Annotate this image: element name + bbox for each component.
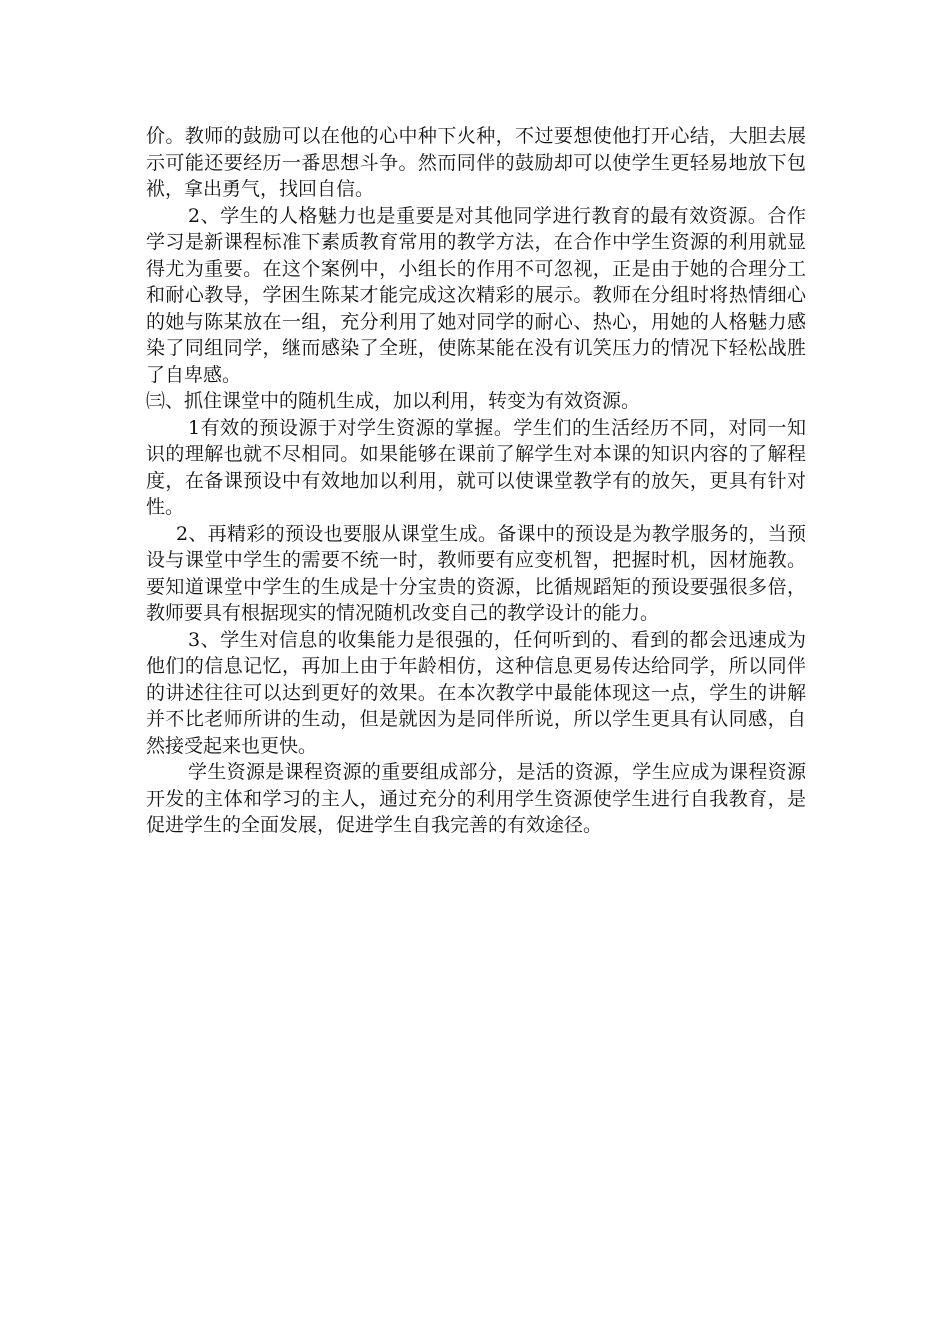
paragraph-conclusion: 学生资源是课程资源的重要组成部分，是活的资源，学生应成为课程资源开发的主体和学习的主人，通过充分的利用学生资源使学生进行自我教育，是促进学生的全面发展，促进学生自我完善的有效途径。: [146, 761, 806, 836]
document-body: [146, 123, 806, 839]
paragraph-point-2: 2、学生的人格魅力也是重要是对其他同学进行教育的最有效资源。合作学习是新课程标准下素质教育常用的教学方法，在合作中学生资源的利用就显得尤为重要。在这个案例中，小组长的作用不可忽视，正是由于她的合理分工和耐心教导，学困生陈某才能完成这次精彩的展示。教师在分组时将热情细心的她与陈某放在一组，充分利用了她对同学的耐心、热心，用她的人格魅力感染了同组同学，继而感染了全班，使陈某能在没有讥笑压力的情况下轻松战胜了自卑感。: [146, 204, 806, 386]
paragraph-point-1: 1有效的预设源于对学生资源的掌握。学生们的生活经历不同，对同一知识的理解也就不尽相同。如果能够在课前了解学生对本课的知识内容的了解程度，在备课预设中有效地加以利用，就可以使课堂教学有的放矢，更具有针对性。: [146, 416, 806, 518]
section-heading-3: ㈢、抓住课堂中的随机生成，加以利用，转变为有效资源。: [146, 390, 641, 412]
paragraph-point-2b: 2、再精彩的预设也要服从课堂生成。备课中的预设是为教学服务的，当预设与课堂中学生的需要不统一时，教师要有应变机智，把握时机，因材施教。要知道课堂中学生的生成是十分宝贵的资源，比循规蹈矩的预设要强很多倍，教师要具有根据现实的情况随机改变自己的教学设计的能力。: [146, 522, 806, 624]
paragraph-point-3: 3、学生对信息的收集能力是很强的，任何听到的、看到的都会迅速成为他们的信息记忆，再加上由于年龄相仿，这种信息更易传达给同学，所以同伴的讲述往往可以达到更好的效果。在本次教学中最能体现这一点，学生的讲解并不比老师所讲的生动，但是就因为是同伴所说，所以学生更具有认同感，自然接受起来也更快。: [146, 628, 806, 757]
paragraph-continuation: 价。教师的鼓励可以在他的心中种下火种，不过要想使他打开心结，大胆去展示可能还要经历一番思想斗争。然而同伴的鼓励却可以使学生更轻易地放下包袱，拿出勇气，找回自信。: [146, 125, 806, 200]
